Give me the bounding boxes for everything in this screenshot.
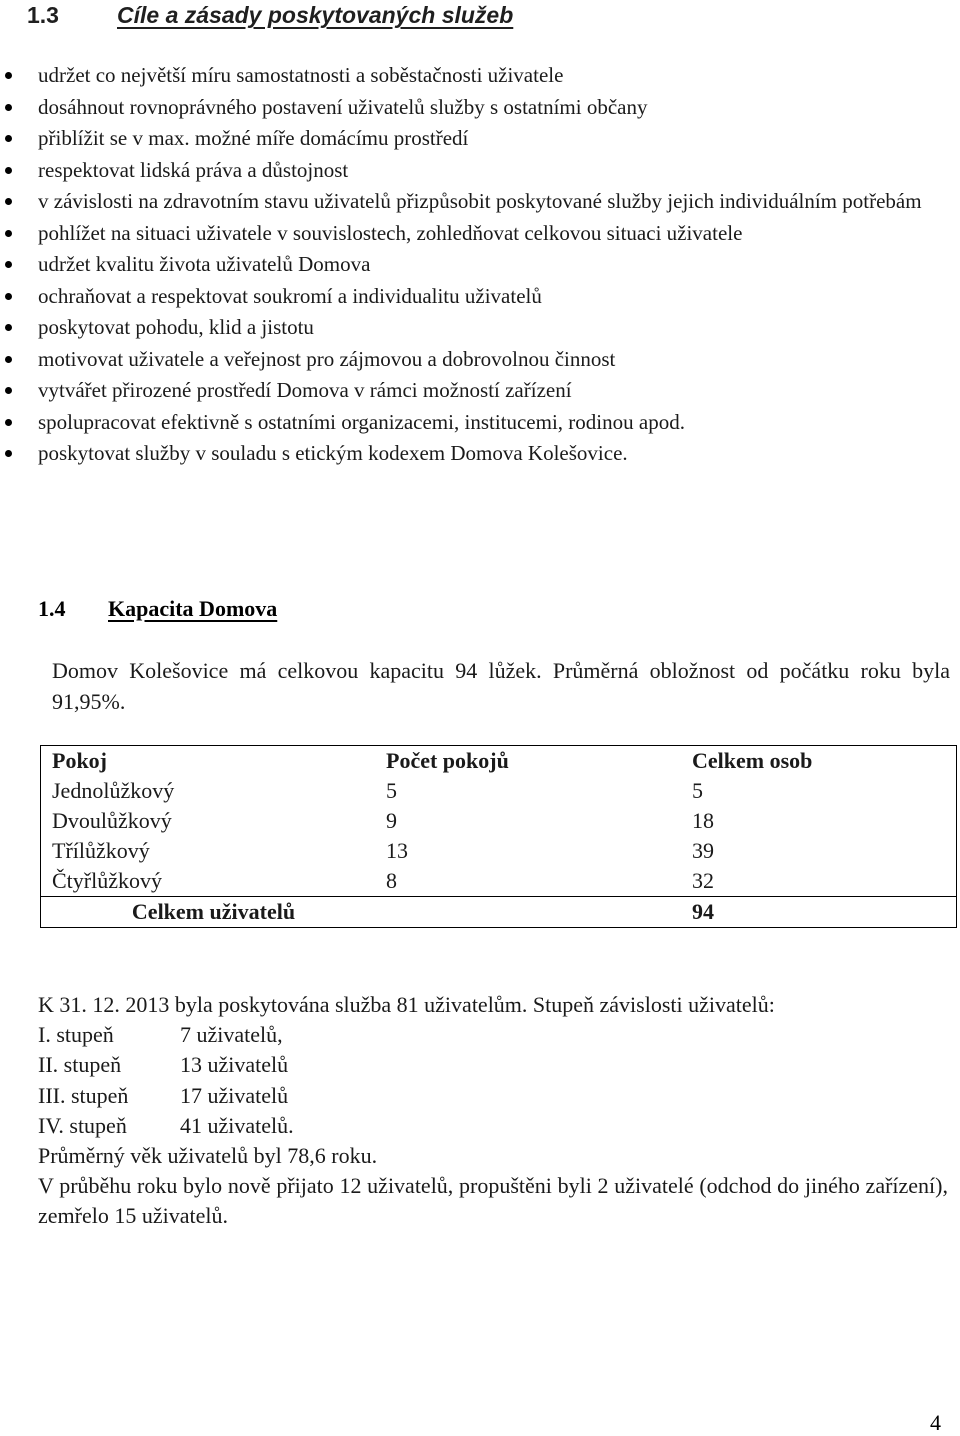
total-label-cell: Celkem uživatelů xyxy=(41,897,376,928)
goal-item xyxy=(0,312,960,344)
room-count-cell: 8 xyxy=(386,868,397,893)
degree-value: 13 uživatelů xyxy=(180,1052,289,1078)
goal-item xyxy=(0,375,960,407)
section-number: 1.4 xyxy=(38,596,66,621)
goal-item xyxy=(0,60,960,92)
goal-text: poskytovat pohodu, klid a jistotu xyxy=(38,315,314,339)
room-type-cell: Dvoulůžkový xyxy=(41,806,376,836)
persons-cell: 39 xyxy=(681,836,957,866)
header-cell-room: Pokoj xyxy=(41,746,376,777)
bullet-icon xyxy=(5,135,12,142)
room-count-cell: 9 xyxy=(386,808,397,833)
goal-item xyxy=(0,155,960,187)
section-number: 1.3 xyxy=(27,2,59,28)
degree-value: 7 uživatelů, xyxy=(180,1022,283,1048)
header-cell-room-count: Počet pokojů xyxy=(386,748,509,773)
table-row xyxy=(41,836,957,866)
user-statistics xyxy=(38,990,948,1232)
bullet-icon xyxy=(5,261,12,268)
table-header-row xyxy=(41,746,957,777)
goal-text: poskytovat služby v souladu s etickým kodexem Domova Kolešovice. xyxy=(38,441,628,465)
table-row xyxy=(41,866,957,897)
goal-text: v závislosti na zdravotním stavu uživatelů přizpůsobit poskytované služby jejich individuálním potřebám xyxy=(38,189,922,213)
dependency-degree-row xyxy=(38,1050,948,1080)
room-type-cell: Jednolůžkový xyxy=(41,776,376,806)
total-value-cell: 94 xyxy=(681,897,957,928)
goal-text: dosáhnout rovnoprávného postavení uživatelů služby s ostatními občany xyxy=(38,94,648,119)
section-heading-capacity xyxy=(38,594,277,624)
total-empty-cell xyxy=(375,897,681,928)
dependency-degree-row xyxy=(38,1111,948,1141)
rooms-table xyxy=(40,745,957,928)
dependency-degree-row xyxy=(38,1020,948,1050)
bullet-icon xyxy=(5,387,12,394)
goal-item xyxy=(0,438,960,470)
goal-text: vytvářet přirozené prostředí Domova v rámci možností zařízení xyxy=(38,378,572,402)
table-total-row xyxy=(41,897,957,928)
capacity-paragraph: Domov Kolešovice má celkovou kapacitu 94 lůžek. Průměrná obložnost od počátku roku byla 91,95%. xyxy=(52,658,950,714)
statistics-intro: K 31. 12. 2013 byla poskytována služba 81 uživatelům. Stupeň závislosti uživatelů: xyxy=(38,992,775,1017)
section-title: Cíle a zásady poskytovaných služeb xyxy=(117,2,514,28)
degree-label: III. stupeň xyxy=(38,1082,129,1108)
goal-text: respektovat lidská práva a důstojnost xyxy=(38,157,349,182)
persons-cell: 32 xyxy=(681,866,957,897)
header-cell-persons: Celkem osob xyxy=(681,746,957,777)
bullet-icon xyxy=(5,72,12,79)
goal-text: udržet kvalitu života uživatelů Domova xyxy=(38,252,371,276)
goal-item xyxy=(0,281,960,313)
bullet-icon xyxy=(5,230,12,237)
bullet-icon xyxy=(5,450,12,457)
goal-text: udržet co největší míru samostatnosti a soběstačnosti uživatele xyxy=(38,63,564,87)
goal-item xyxy=(0,218,960,250)
page-number: 4 xyxy=(930,1410,941,1435)
goal-text: motivovat uživatele a veřejnost pro zájmovou a dobrovolnou činnost xyxy=(38,346,616,371)
goal-item xyxy=(0,249,960,281)
goal-text: přiblížit se v max. možné míře domácímu prostředí xyxy=(38,126,469,150)
goal-text: ochraňovat a respektovat soukromí a individualitu uživatelů xyxy=(38,283,542,308)
degree-label: IV. stupeň xyxy=(38,1112,127,1138)
degree-value: 41 uživatelů. xyxy=(180,1112,294,1138)
goal-text: spolupracovat efektivně s ostatními organizacemi, institucemi, rodinou apod. xyxy=(38,409,685,434)
bullet-icon xyxy=(5,419,12,426)
section-title: Kapacita Domova xyxy=(108,596,278,621)
degree-label: II. stupeň xyxy=(38,1052,122,1078)
goal-text: pohlížet na situaci uživatele v souvislostech, zohledňovat celkovou situaci uživatele xyxy=(38,220,743,245)
goals-list xyxy=(0,60,960,470)
goal-item xyxy=(0,92,960,124)
bullet-icon xyxy=(5,104,12,111)
degree-label: I. stupeň xyxy=(38,1022,114,1048)
room-type-cell: Třílůžkový xyxy=(41,836,376,866)
dependency-degree-row xyxy=(38,1081,948,1111)
room-type-cell: Čtyřlůžkový xyxy=(41,866,376,897)
room-count-cell: 13 xyxy=(386,838,408,863)
persons-cell: 18 xyxy=(681,806,957,836)
goal-item xyxy=(0,123,960,155)
bullet-icon xyxy=(5,198,12,205)
table-row xyxy=(41,776,957,806)
room-count-cell: 5 xyxy=(386,778,397,803)
table-row xyxy=(41,806,957,836)
goal-item xyxy=(0,407,960,439)
bullet-icon xyxy=(5,324,12,331)
user-movement: V průběhu roku bylo nově přijato 12 uživatelů, propuštěni byli 2 uživatelé (odchod do jiného zařízení), zemřelo 15 uživatelů. xyxy=(38,1173,948,1229)
bullet-icon xyxy=(5,167,12,174)
section-heading-goals xyxy=(27,0,513,30)
bullet-icon xyxy=(5,356,12,363)
goal-item xyxy=(0,344,960,376)
goal-item xyxy=(0,186,960,218)
average-age: Průměrný věk uživatelů byl 78,6 roku. xyxy=(38,1143,378,1169)
degree-value: 17 uživatelů xyxy=(180,1082,289,1108)
persons-cell: 5 xyxy=(681,776,957,806)
bullet-icon xyxy=(5,293,12,300)
